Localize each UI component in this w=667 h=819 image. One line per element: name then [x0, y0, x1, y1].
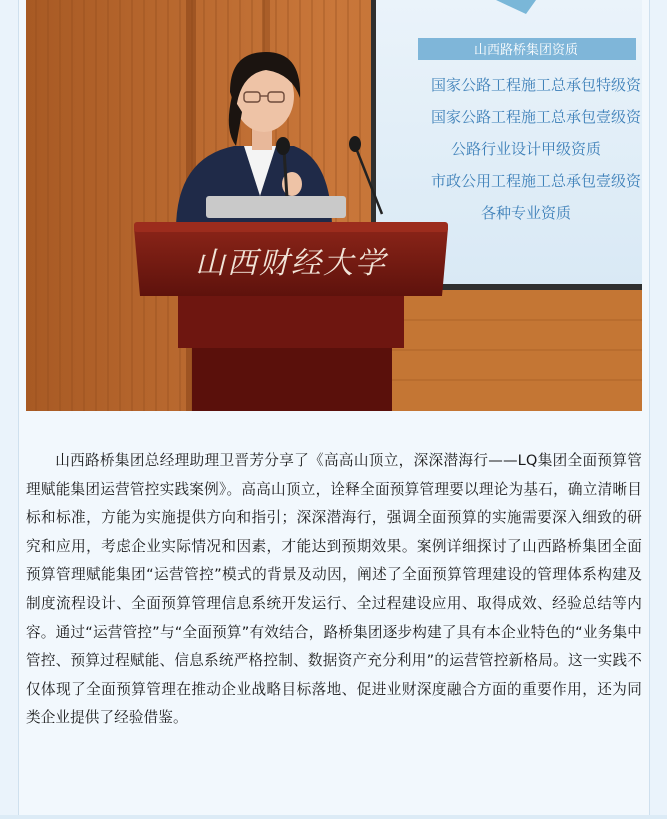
screen-line-3: 国家公路工程施工总承包壹级资	[430, 108, 642, 126]
screen-line-6: 各种专业资质	[480, 204, 572, 222]
podium-text: 山西财经大学	[195, 246, 387, 281]
article-paragraph: 山西路桥集团总经理助理卫晋芳分享了《高高山顶立，深深潜海行——LQ集团全面预算管理赋能集团运营管控实践案例》。高高山顶立，诠释全面预算管理要以理论为基石，确立清晰目标和标准，方能为实施提供方向和指引；深深潜海行，强调全面预算的实施需要深入细致的研究和应用，考虑企业实际情况和因素，才能达到预期效果。案例详细探讨了山西路桥集团全面预算管理赋能集团“运营管控”模式的背景及动因，阐述了全面预算管理建设的管理体系构建及制度流程设计、全面预算管理信息系统开发运行、全过程建设应用、取得成效、经验总结等内容。通过“运营管控”与“全面预算”有效结合，路桥集团逐步构建了具有本企业特色的“业务集中管控、预算过程赋能、信息系统严格控制、数据资产充分利用”的运营管控新格局。这一实践不仅体现了全面预算管理在推动企业战略目标落地、促进业财深度融合方面的重要作用，还为同类企业提供了经验借鉴。	[26, 452, 642, 727]
speaker-photo	[26, 0, 642, 411]
screen-line-2: 国家公路工程施工总承包特级资	[430, 76, 642, 94]
screen-line-1: 山西路桥集团资质	[473, 43, 579, 58]
screen-line-4: 公路行业设计甲级资质	[450, 140, 602, 158]
screen-line-5: 市政公用工程施工总承包壹级资	[430, 172, 642, 190]
bottom-divider	[0, 815, 667, 819]
